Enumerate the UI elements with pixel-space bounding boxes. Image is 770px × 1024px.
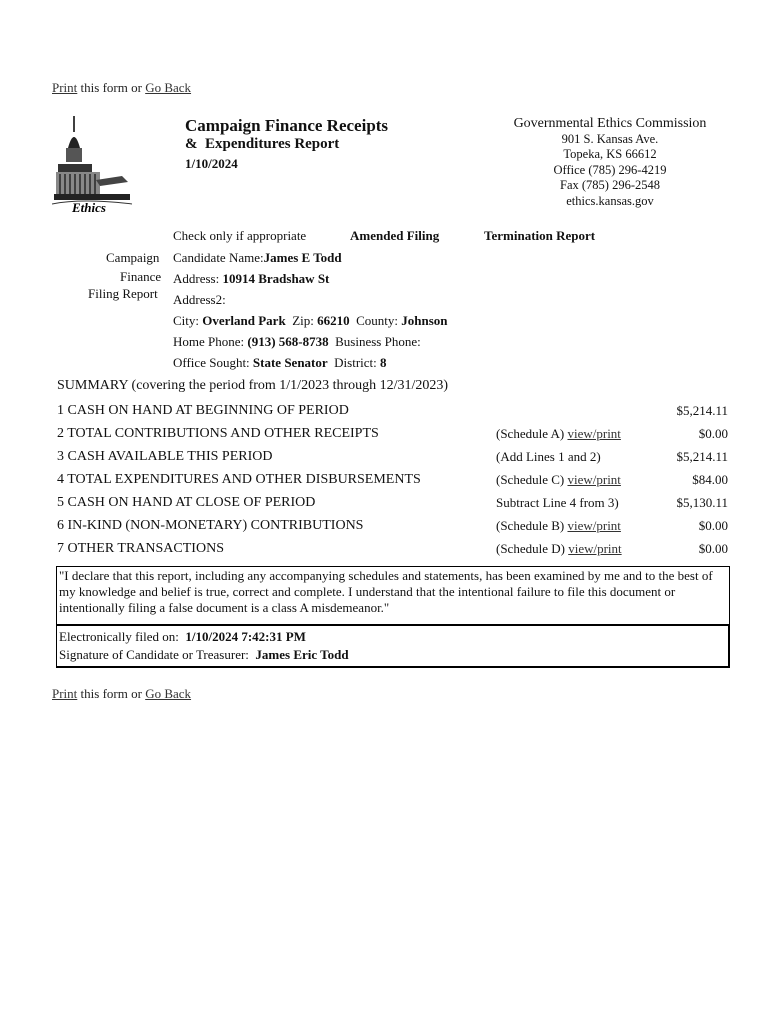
check-label: Check only if appropriate	[173, 228, 307, 243]
agency-street: 901 S. Kansas Ave.	[561, 131, 659, 146]
logo-text: Ethics	[72, 200, 106, 215]
summary-row	[57, 403, 730, 425]
view-print-link[interactable]: view/print	[567, 472, 621, 487]
summary-row-schedule	[496, 426, 621, 442]
summary-row-value: $0.00	[698, 541, 728, 556]
summary-heading: SUMMARY (covering the period from 1/1/2023 through 12/31/2023)	[57, 378, 449, 393]
summary-row-label: 3 CASH AVAILABLE THIS PERIOD	[57, 449, 273, 464]
filed-row	[59, 629, 726, 645]
summary-row-value: $84.00	[692, 472, 728, 487]
summary-row	[57, 541, 730, 563]
go-back-link[interactable]: Go Back	[145, 80, 192, 95]
summary-row-value: $5,130.11	[676, 495, 728, 510]
agency-info	[490, 116, 730, 209]
summary-row	[57, 449, 730, 471]
zip-label: Zip:	[285, 313, 318, 328]
summary-row-value: $5,214.11	[676, 403, 728, 418]
agency-office-phone: Office (785) 296-4219	[553, 162, 667, 177]
office-row	[173, 355, 387, 371]
top-nav	[52, 80, 191, 96]
agency-name: Governmental Ethics Commission	[513, 116, 707, 131]
district-value: 8	[380, 355, 387, 370]
ethics-commission-logo	[52, 112, 136, 216]
filed-label: Electronically filed on:	[59, 629, 186, 644]
address2-label: Address2:	[173, 292, 226, 307]
city-row	[173, 313, 448, 329]
agency-fax: Fax (785) 296-2548	[560, 178, 660, 192]
amended-filing: Amended Filing	[350, 228, 440, 243]
district-label: District:	[327, 355, 381, 370]
declaration-text: "I declare that this report, including any accompanying schedules and statements, has been examined by me and to the best of my knowledge and belief is true, correct and complete. I understand that the intentional failure to file this document or intentionally filing a false document is a class A misdemeanor."	[59, 568, 713, 615]
agency-website: ethics.kansas.gov	[566, 193, 654, 208]
report-subtitle: & Expenditures Report	[185, 136, 340, 152]
summary-row-schedule	[496, 472, 621, 488]
summary-row-schedule	[496, 518, 621, 534]
view-print-link[interactable]: view/print	[567, 518, 621, 533]
candidate-name: James E Todd	[263, 250, 342, 265]
side-label-campaign: Campaign	[106, 250, 160, 265]
filed-value: 1/10/2024 7:42:31 PM	[185, 629, 306, 644]
summary-row-value: $5,214.11	[676, 449, 728, 464]
summary-row-schedule	[496, 495, 619, 511]
county-value: Johnson	[401, 313, 448, 328]
schedule-text: (Schedule C)	[496, 472, 568, 487]
side-label-filing-report: Filing Report	[88, 286, 158, 301]
capitol-icon	[52, 112, 136, 216]
schedule-text: (Add Lines 1 and 2)	[496, 449, 601, 464]
view-print-link[interactable]: view/print	[568, 541, 622, 556]
home-phone-value: (913) 568-8738	[247, 334, 329, 349]
report-date: 1/10/2024	[185, 156, 238, 171]
candidate-name-label: Candidate Name:	[173, 250, 264, 265]
termination-report: Termination Report	[484, 228, 596, 243]
schedule-text: (Schedule A)	[496, 426, 568, 441]
summary-row-label: 5 CASH ON HAND AT CLOSE OF PERIOD	[57, 495, 316, 510]
filed-box	[56, 625, 730, 668]
signature-value: James Eric Todd	[255, 647, 349, 662]
print-link-bottom[interactable]: Print	[52, 686, 78, 701]
declaration-box	[56, 566, 730, 625]
office-label: Office Sought:	[173, 355, 253, 370]
summary-row-value: $0.00	[698, 426, 728, 441]
summary-row-schedule	[496, 541, 622, 557]
summary-row-label: 2 TOTAL CONTRIBUTIONS AND OTHER RECEIPTS	[57, 426, 379, 441]
city-value: Overland Park	[202, 313, 286, 328]
schedule-text: (Schedule B)	[496, 518, 568, 533]
address-value: 10914 Bradshaw St	[222, 271, 330, 286]
summary-row	[57, 426, 730, 448]
report-title: Campaign Finance Receipts	[185, 116, 389, 135]
candidate-name-row	[173, 250, 342, 266]
print-link[interactable]: Print	[52, 80, 78, 95]
city-label: City:	[173, 313, 203, 328]
home-phone-label: Home Phone:	[173, 334, 248, 349]
schedule-text: Subtract Line 4 from 3)	[496, 495, 619, 510]
summary-row-label: 1 CASH ON HAND AT BEGINNING OF PERIOD	[57, 403, 349, 418]
summary-row	[57, 472, 730, 494]
phone-row	[173, 334, 421, 350]
summary-row	[57, 495, 730, 517]
signature-row	[59, 647, 726, 663]
schedule-text: (Schedule D)	[496, 541, 569, 556]
view-print-link[interactable]: view/print	[567, 426, 621, 441]
summary-row	[57, 518, 730, 540]
office-value: State Senator	[252, 355, 328, 370]
nav-text: this form or	[77, 80, 146, 95]
bottom-nav	[52, 686, 191, 702]
county-label: County:	[349, 313, 402, 328]
summary-row-schedule	[496, 449, 601, 465]
address-row	[173, 271, 329, 287]
business-phone-label: Business Phone:	[328, 334, 421, 349]
signature-label: Signature of Candidate or Treasurer:	[59, 647, 256, 662]
summary-row-label: 6 IN-KIND (NON-MONETARY) CONTRIBUTIONS	[57, 518, 364, 533]
summary-row-label: 7 OTHER TRANSACTIONS	[57, 541, 224, 556]
summary-row-value: $0.00	[698, 518, 728, 533]
go-back-link-bottom[interactable]: Go Back	[145, 686, 192, 701]
address-label: Address:	[173, 271, 223, 286]
nav-text-bottom: this form or	[77, 686, 146, 701]
agency-city: Topeka, KS 66612	[563, 147, 657, 161]
summary-row-label: 4 TOTAL EXPENDITURES AND OTHER DISBURSEMENTS	[57, 472, 421, 487]
side-label-finance: Finance	[120, 269, 162, 284]
zip-value: 66210	[317, 313, 350, 328]
